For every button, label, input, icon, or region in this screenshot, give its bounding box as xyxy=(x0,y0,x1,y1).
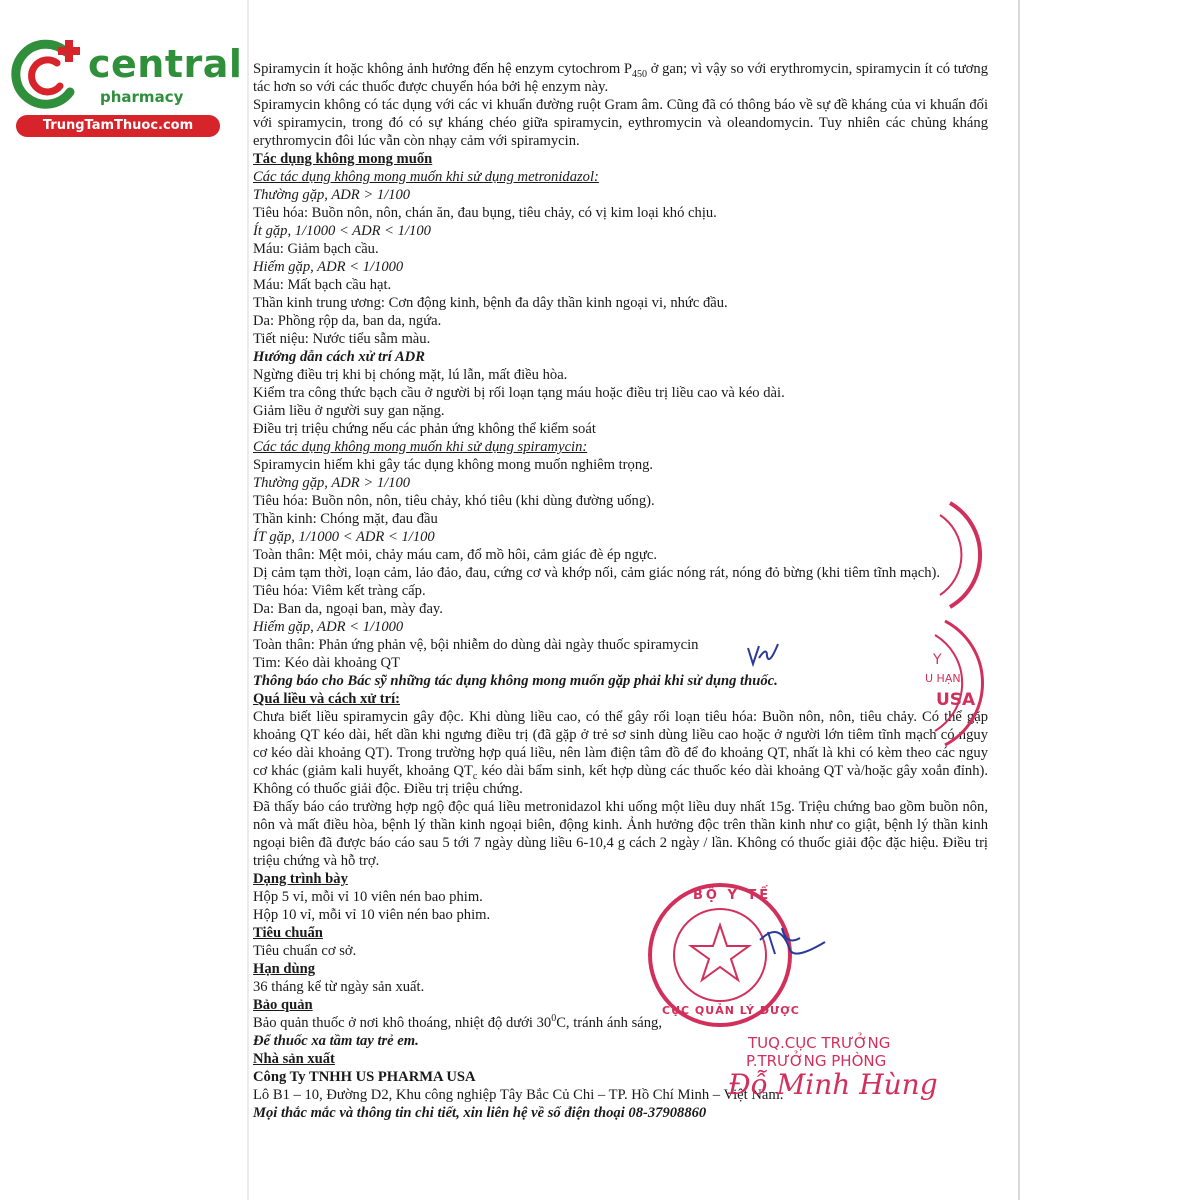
spira-uncommon-2: Dị cảm tạm thời, loạn cảm, lảo đảo, đau, cứng cơ và khớp nối, cảm giác nóng rát, nóng đỏ bừng (khi tiêm tĩnh mạch). xyxy=(253,565,941,581)
heading-overdose: Quá liều và cách xử trí: xyxy=(253,691,400,707)
spira-common-label: Thường gặp, ADR > 1/100 xyxy=(253,475,411,491)
adr-guide-1: Ngừng điều trị khi bị chóng mặt, lú lẫn, mất điều hòa. xyxy=(253,367,568,383)
metro-common-1: Tiêu hóa: Buồn nôn, nôn, chán ăn, đau bụng, tiêu chảy, có vị kim loại khó chịu. xyxy=(253,205,717,221)
metro-rare-3: Da: Phồng rộp da, ban da, ngứa. xyxy=(253,313,442,329)
metro-rare-label: Hiếm gặp, ADR < 1/1000 xyxy=(253,259,404,275)
leaflet-text xyxy=(253,60,988,1122)
metro-rare-2: Thần kinh trung ương: Cơn động kinh, bệnh đa dây thần kinh ngoại vi, nhức đầu. xyxy=(253,295,728,311)
doctor-notice: Thông báo cho Bác sỹ những tác dụng không mong muốn gặp phải khi sử dụng thuốc. xyxy=(253,673,778,689)
spira-uncommon-3: Tiêu hóa: Viêm kết tràng cấp. xyxy=(253,583,426,599)
heading-manufacturer: Nhà sản xuất xyxy=(253,1051,335,1067)
company-stamp-frag-1: Y xyxy=(933,652,942,668)
scan-edge-line-left xyxy=(247,0,249,1200)
partial-stamp-top xyxy=(930,495,990,615)
overdose-para-2: Đã thấy báo cáo trường hợp ngộ độc quá liều metronidazol khi uống một liều duy nhất 15g. Triệu chứng bao gồm buồn nôn, nôn và mất điều hòa, bệnh lý thần kinh ngoại biên, động kinh. Ảnh hưởng độc trên thần kinh như co giật, bệnh lý thần kinh ngoại biên đã được báo cáo sau 5 tới 7 ngày dùng liều 6-10,4 g cách 2 ngày / lần. Không có thuốc giải độc đặc hiệu. Điều trị triệu chứng và hỗ trợ. xyxy=(253,799,988,869)
para-cytochrom-a: Spiramycin ít hoặc không ảnh hưởng đến hệ enzym cytochrom P xyxy=(253,61,633,77)
spira-uncommon-1: Toàn thân: Mệt mỏi, chảy máu cam, đổ mồ hôi, cảm giác đè ép ngực. xyxy=(253,547,658,563)
metro-rare-1: Máu: Mất bạch cầu hạt. xyxy=(253,277,392,293)
subheading-spiramycin: Các tác dụng không mong muốn khi sử dụng spiramycin: xyxy=(253,439,588,455)
overdose-para-1b: kéo dài bẩm sinh, kết hợp dùng các thuốc kéo dài khoảng QT và/hoặc gây xoắn đỉnh). Không có thuốc giải độc. Điều trị triệu chứng. xyxy=(253,763,989,797)
heading-presentation: Dạng trình bày xyxy=(253,871,348,887)
logo-site-badge: TrungTamThuoc.com xyxy=(16,115,220,137)
company-stamp-frag-3: USA xyxy=(936,690,976,710)
spira-common-2: Thần kinh: Chóng mặt, đau đầu xyxy=(253,511,438,527)
metro-rare-4: Tiết niệu: Nước tiểu sẫm màu. xyxy=(253,331,431,347)
heading-expiry: Hạn dùng xyxy=(253,961,316,977)
adr-guide-3: Giảm liều ở người suy gan nặng. xyxy=(253,403,445,419)
heading-storage: Bảo quản xyxy=(253,997,313,1013)
company-stamp-frag-2: U HẠN xyxy=(925,672,961,685)
logo-brand: central xyxy=(88,42,243,86)
spira-common-1: Tiêu hóa: Buồn nôn, nôn, tiêu chảy, khó tiêu (khi dùng đường uống). xyxy=(253,493,655,509)
para-gram: Spiramycin không có tác dụng với các vi khuẩn đường ruột Gram âm. Cũng đã có thông báo về sự đề kháng của vi khuẩn đối với spiramycin, trong đó có sự kháng chéo giữa spiramycin, eythromycin và oleandomycin. Tuy nhiên các chủng kháng erythromycin đôi lúc vẫn còn nhạy cảm với spiramycin. xyxy=(253,97,988,149)
manufacturer-contact: Mọi thắc mắc và thông tin chi tiết, xin liên hệ về số điện thoại 08-37908860 xyxy=(253,1105,707,1121)
central-pharmacy-c-icon xyxy=(10,36,86,112)
metro-uncommon-1: Máu: Giảm bạch cầu. xyxy=(253,241,379,257)
heading-standard: Tiêu chuẩn xyxy=(253,925,323,941)
spira-rare-2: Tim: Kéo dài khoảng QT xyxy=(253,655,401,671)
presentation-1: Hộp 5 vỉ, mỗi vỉ 10 viên nén bao phim. xyxy=(253,889,483,905)
para-cytochrom-b: ở gan; vì vậy so với erythromycin, spiramycin ít có tương tác hơn so với các thuốc được chuyển hóa bởi hệ enzym này. xyxy=(253,61,988,95)
overdose-para-1 xyxy=(253,708,988,798)
metro-uncommon-label: Ít gặp, 1/1000 < ADR < 1/100 xyxy=(253,223,431,239)
central-pharmacy-logo xyxy=(10,36,243,140)
signature-name: Đỗ Minh Hùng xyxy=(728,1068,938,1101)
logo-subtitle: pharmacy xyxy=(100,88,184,106)
adr-guide-2: Kiểm tra công thức bạch cầu ở người bị rối loạn tạng máu hoặc điều trị liều cao và kéo dài. xyxy=(253,385,785,401)
storage-1a: Bảo quản thuốc ở nơi khô thoáng, nhiệt độ dưới 30 xyxy=(253,1015,552,1031)
storage-1 xyxy=(253,1014,988,1032)
spira-uncommon-label: ÍT gặp, 1/1000 < ADR < 1/100 xyxy=(253,529,435,545)
spira-rare-1: Toàn thân: Phản ứng phản vệ, bội nhiễm do dùng dài ngày thuốc spiramycin xyxy=(253,637,699,653)
signature-title-2: P.TRƯỞNG PHÒNG xyxy=(746,1052,887,1070)
storage-1b: C, tránh ánh sáng, xyxy=(556,1015,662,1031)
ministry-stamp-top-text: BỘ Y TẾ xyxy=(693,888,772,903)
manufacturer-name: Công Ty TNHH US PHARMA USA xyxy=(253,1069,476,1085)
heading-side-effects: Tác dụng không mong muốn xyxy=(253,151,433,167)
para-cytochrom xyxy=(253,60,988,96)
adr-guide-heading: Hướng dẫn cách xử trí ADR xyxy=(253,349,425,365)
adr-guide-4: Điều trị triệu chứng nếu các phản ứng không thể kiểm soát xyxy=(253,421,596,437)
storage-2: Để thuốc xa tầm tay trẻ em. xyxy=(253,1033,419,1049)
manufacturer-address: Lô B1 – 10, Đường D2, Khu công nghiệp Tây Bắc Củ Chi – TP. Hồ Chí Minh – Việt Nam. xyxy=(253,1087,784,1103)
presentation-2: Hộp 10 vỉ, mỗi vỉ 10 viên nén bao phim. xyxy=(253,907,491,923)
signature-title-1: TUQ.CỤC TRƯỞNG xyxy=(748,1034,891,1052)
p450-subscript: 450 xyxy=(632,68,648,80)
scan-edge-line xyxy=(1018,0,1020,1200)
spira-rare-label: Hiếm gặp, ADR < 1/1000 xyxy=(253,619,404,635)
ministry-stamp-bottom-text: CỤC QUẢN LÝ DƯỢC xyxy=(662,1004,800,1017)
qtc-subscript: c xyxy=(472,770,478,782)
metro-common-label: Thường gặp, ADR > 1/100 xyxy=(253,187,411,203)
expiry-1: 36 tháng kể từ ngày sản xuất. xyxy=(253,979,425,995)
initial-signature-icon xyxy=(745,640,781,670)
spira-uncommon-4: Da: Ban da, ngoại ban, mày đay. xyxy=(253,601,443,617)
subheading-metronidazol: Các tác dụng không mong muốn khi sử dụng metronidazol: xyxy=(253,169,599,185)
overdose-para-1a: Chưa biết liều spiramycin gây độc. Khi dùng liều cao, có thể gây rối loạn tiêu hóa: Buồn nôn, nôn, tiêu chảy. Có thể gặp khoảng QT kéo dài, hết dần khi ngưng điều trị (đã gặp ở trẻ sơ sinh dùng liều cao hoặc ở người lớn tiêm tĩnh mạch có nguy cơ kéo dài khoảng QT). Trong trường hợp quá liều, nên làm điện tâm đồ để đo khoảng QT, nhất là khi có kèm theo các nguy cơ khác (giảm kali huyết, khoảng QT xyxy=(253,709,988,779)
degree-superscript: 0 xyxy=(551,1013,557,1025)
standard-1: Tiêu chuẩn cơ sở. xyxy=(253,943,357,959)
spira-intro: Spiramycin hiếm khi gây tác dụng không mong muốn nghiêm trọng. xyxy=(253,457,654,473)
